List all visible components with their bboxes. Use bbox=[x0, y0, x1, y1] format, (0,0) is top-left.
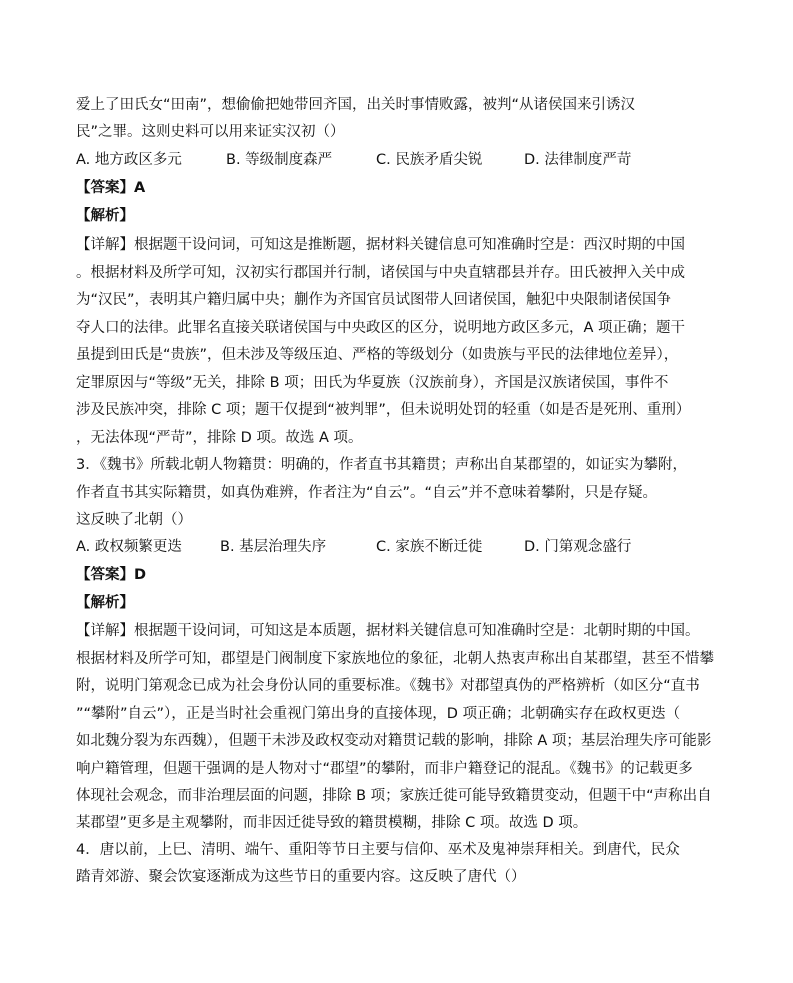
q3-detail-line-4: ”“攀附”自云”），正是当时社会重视门第出身的直接体现，D 项正确；北朝确实存在政权更迭（ bbox=[76, 706, 681, 722]
q2-detail-line-1: 【详解】根据题干设问词，可知这是推断题，据材料关键信息可知准确时空是：西汉时期的中国 bbox=[76, 237, 685, 253]
q2-detail-line-7: 涉及民族冲突，排除 C 项；题干仅提到“被判罪”，但未说明处罚的轻重（如是否是死刑、重刑） bbox=[76, 402, 691, 418]
q2-option-c: C. 民族矛盾尖锐 bbox=[376, 152, 483, 168]
q3-detail-line-1: 【详解】根据题干设问词，可知这是本质题，据材料关键信息可知准确时空是：北朝时期的中国。 bbox=[76, 623, 700, 639]
q2-answer: 【答案】A bbox=[76, 180, 146, 196]
q3-stem-line-3: 这反映了北朝（） bbox=[76, 512, 192, 528]
q2-detail-line-8: ，无法体现“严苛”，排除 D 项。故选 A 项。 bbox=[76, 430, 363, 446]
q2-option-b: B. 等级制度森严 bbox=[226, 152, 333, 168]
q3-detail-line-7: 体现社会观念，而非治理层面的问题，排除 B 项；家族迁徙可能导致籍贯变动，但题干中“声称出自 bbox=[76, 788, 712, 804]
q2-detail-line-2: 。根据材料及所学可知，汉初实行郡国并行制，诸侯国与中央直辖郡县并存。田氏被押入关中成 bbox=[76, 265, 685, 281]
q3-detail-line-3: 附，说明门第观念已成为社会身份认同的重要标准。《魏书》对郡望真伪的严格辨析（如区分“直书 bbox=[76, 678, 700, 694]
q3-detail-line-5: 如北魏分裂为东西魏），但题干未涉及政权变动对籍贯记载的影响，排除 A 项；基层治理失序可能影 bbox=[76, 733, 712, 749]
q3-option-b: B. 基层治理失序 bbox=[220, 539, 327, 555]
q4-stem-line-1: 4．唐以前，上巳、清明、端午、重阳等节日主要与信仰、巫术及鬼神崇拜相关。到唐代，民众 bbox=[76, 842, 680, 858]
q3-detail-line-2: 根据材料及所学可知，郡望是门阀制度下家族地位的象征，北朝人热衷声称出自某郡望，甚至不惜攀 bbox=[76, 651, 714, 667]
q3-detail-line-6: 响户籍管理，但题干强调的是人物对寸“郡望”的攀附，而非户籍登记的混乱。《魏书》的记载更多 bbox=[76, 761, 693, 777]
q2-detail-line-5: 虽提到田氏是“贵族”，但未涉及等级压迫、严格的等级划分（如贵族与平民的法律地位差异）， bbox=[76, 347, 679, 363]
q4-stem-line-2: 踏青郊游、聚会饮宴逐渐成为这些节日的重要内容。这反映了唐代（） bbox=[76, 869, 526, 885]
q3-option-c: C. 家族不断迁徙 bbox=[376, 539, 483, 555]
q3-detail-line-8: 某郡望”更多是主观攀附，而非因迁徙导致的籍贯模糊，排除 C 项。故选 D 项。 bbox=[76, 815, 588, 831]
q2-option-d: D. 法律制度严苛 bbox=[524, 152, 632, 168]
q2-option-a: A. 地方政区多元 bbox=[76, 152, 182, 168]
q3-option-a: A. 政权频繁更迭 bbox=[76, 539, 182, 555]
q3-analysis-label: 【解析】 bbox=[76, 595, 134, 611]
q3-answer: 【答案】D bbox=[76, 567, 147, 583]
q2-analysis-label: 【解析】 bbox=[76, 208, 134, 224]
q2-detail-line-6: 定罪原因与“等级”无关，排除 B 项；田氏为华夏族（汉族前身），齐国是汉族诸侯国，事件不 bbox=[76, 375, 669, 391]
q3-option-d: D. 门第观念盛行 bbox=[524, 539, 632, 555]
q2-detail-line-3: 为“汉民”，表明其户籍归属中央；蒯作为齐国官员试图带人回诸侯国，触犯中央限制诸侯国争 bbox=[76, 292, 672, 308]
q2-stem-line-1: 爱上了田氏女“田南”，想偷偷把她带回齐国，出关时事情败露，被判“从诸侯国来引诱汉 bbox=[76, 97, 636, 113]
q3-stem-line-2: 作者直书其实际籍贯，如真伪难辨，作者注为“自云”。“自云”并不意味着攀附，只是存疑。 bbox=[76, 485, 658, 501]
q3-stem-line-1: 3．《魏书》所载北朝人物籍贯：明确的，作者直书其籍贯；声称出自某郡望的，如证实为攀附， bbox=[76, 457, 687, 473]
q2-detail-line-4: 夺人口的法律。此罪名直接关联诸侯国与中央政区的区分，说明地方政区多元，A 项正确；题干 bbox=[76, 320, 686, 336]
q2-stem-line-2: 民”之罪。这则史料可以用来证实汉初（） bbox=[76, 124, 345, 140]
